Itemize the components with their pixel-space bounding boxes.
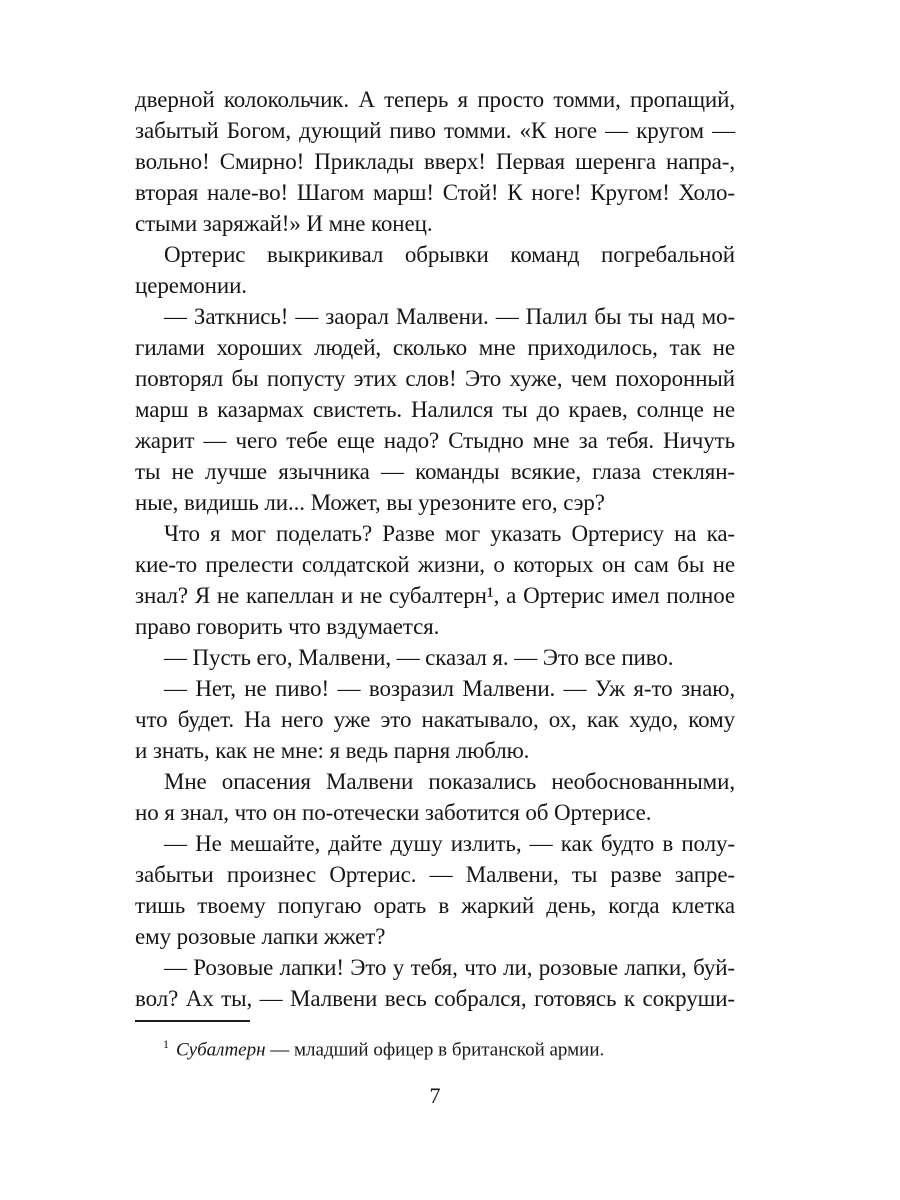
text-line: ему розовые лапки жжет? <box>135 924 386 949</box>
text-line: гилами хороших людей, сколько мне приходилось, так не <box>135 335 735 360</box>
text-line: — Заткнись! — заорал Малвени. — Палил бы ты над мо- <box>164 304 735 329</box>
text-line: ты не лучше язычника — команды всякие, глаза стеклян- <box>135 459 735 484</box>
text-line: дверной колокольчик. А теперь я просто томми, пропащий, <box>135 87 735 112</box>
text-line: и знать, как не мне: я ведь парня люблю. <box>135 738 530 763</box>
text-line: забытый Богом, дующий пиво томми. «К ноге — кругом — <box>135 118 735 143</box>
footnote-term: Субалтерн <box>176 1039 266 1061</box>
footnote-divider <box>135 1020 250 1022</box>
text-line: что будет. На него уже это накатывало, ох, как худо, кому <box>135 707 735 732</box>
text-line: — Не мешайте, дайте душу излить, — как будто в полу- <box>164 831 735 856</box>
text-line: право говорить что вздумается. <box>135 614 440 639</box>
footnote-marker: 1 <box>163 1037 169 1051</box>
text-line: стыми заряжай!» И мне конец. <box>135 211 433 236</box>
text-line: ные, видишь ли... Может, вы урезоните его, сэр? <box>135 490 605 515</box>
text-line: но я знал, что он по-отечески заботится об Ортерисе. <box>135 800 652 825</box>
text-line: марш в казармах свистеть. Налился ты до краев, солнце не <box>135 397 735 422</box>
text-line: жарит — чего тебе еще надо? Стыдно мне за тебя. Ничуть <box>135 428 735 453</box>
text-line: — Пусть его, Малвени, — сказал я. — Это все пиво. <box>164 645 674 670</box>
text-line: вольно! Смирно! Приклады вверх! Первая шеренга напра-, <box>135 149 735 174</box>
text-line: церемонии. <box>135 273 247 298</box>
text-block <box>135 84 735 1014</box>
text-line: повторял бы попусту этих слов! Это хуже, чем похоронный <box>135 366 735 391</box>
text-line: вол? Ах ты, — Малвени весь собрался, готовясь к сокруши- <box>135 986 735 1011</box>
text-line: забытьи произнес Ортерис. — Малвени, ты разве запре- <box>135 862 735 887</box>
text-line: Мне опасения Малвени показались необоснованными, <box>164 769 735 794</box>
text-line: тишь твоему попугаю орать в жаркий день, когда клетка <box>135 893 735 918</box>
text-line: Ортерис выкрикивал обрывки команд погребальной <box>164 242 735 267</box>
text-line: Что я мог поделать? Разве мог указать Ортерису на ка- <box>164 521 735 546</box>
text-line: кие-то прелести солдатской жизни, о которых он сам бы не <box>135 552 735 577</box>
footnote-text: — младший офицер в британской армии. <box>265 1039 605 1061</box>
text-line: вторая нале-во! Шагом марш! Стой! К ноге! Кругом! Холо- <box>135 180 735 205</box>
text-line: знал? Я не капеллан и не субалтерн¹, а Ортерис имел полное <box>135 583 735 608</box>
page-number: 7 <box>429 1083 441 1108</box>
footnote <box>135 1031 735 1063</box>
text-line: — Нет, не пиво! — возразил Малвени. — Уж я-то знаю, <box>164 676 735 701</box>
text-line: — Розовые лапки! Это у тебя, что ли, розовые лапки, буй- <box>164 955 735 980</box>
